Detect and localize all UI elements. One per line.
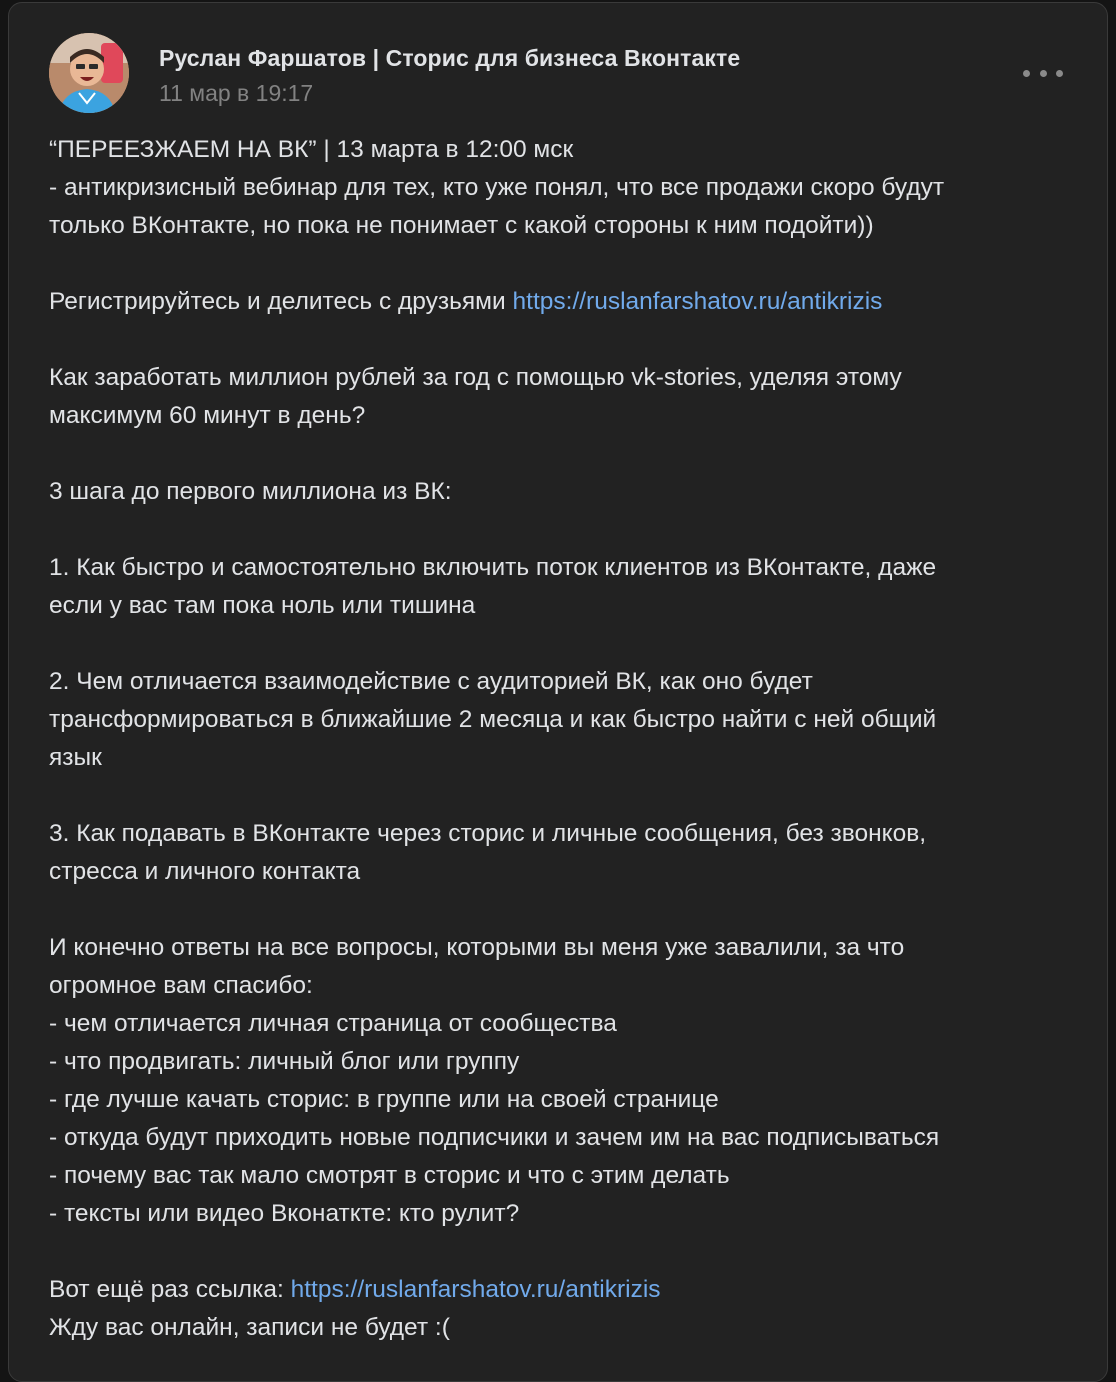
bullet-item: - чем отличается личная страница от сообщества: [49, 1010, 617, 1037]
post-intro-line: - антикризисный вебинар для тех, кто уже понял, что все продажи скоро будут: [49, 174, 945, 201]
author-name[interactable]: Руслан Фаршатов | Сторис для бизнеса Вконтакте: [159, 45, 741, 71]
closing-line: Жду вас онлайн, записи не будет :(: [49, 1314, 450, 1341]
question-line: Как заработать миллион рублей за год с помощью vk-stories, уделяя этому: [49, 364, 902, 391]
answers-line: огромное вам спасибо:: [49, 972, 313, 999]
step-2-line: язык: [49, 744, 102, 771]
register-line: [49, 283, 1089, 321]
more-dot: [1023, 70, 1030, 77]
post-date[interactable]: 11 мар в 19:17: [159, 80, 314, 106]
question-line: максимум 60 минут в день?: [49, 402, 366, 429]
avatar[interactable]: [49, 33, 129, 113]
register-text: Регистрируйтесь и делитесь с друзьями: [49, 288, 513, 315]
bullet-item: - тексты или видео Вконаткте: кто рулит?: [49, 1200, 520, 1227]
bullet-item: - почему вас так мало смотрят в сторис и что с этим делать: [49, 1162, 730, 1189]
steps-heading: 3 шага до первого миллиона из ВК:: [49, 478, 452, 505]
avatar-image: [49, 33, 129, 113]
bullet-item: - где лучше качать сторис: в группе или на своей странице: [49, 1086, 719, 1113]
post-card: [8, 2, 1108, 1382]
step-1-line: если у вас там пока ноль или тишина: [49, 592, 476, 619]
bullet-item: - откуда будут приходить новые подписчики и зачем им на вас подписываться: [49, 1124, 940, 1151]
again-line: [49, 1271, 1089, 1309]
bullet-item: - что продвигать: личный блог или группу: [49, 1048, 520, 1075]
post-text: [49, 131, 1089, 1347]
post-header: [9, 3, 1107, 123]
more-dot: [1056, 70, 1063, 77]
step-2-line: трансформироваться в ближайшие 2 месяца и как быстро найти с ней общий: [49, 706, 937, 733]
step-3-line: 3. Как подавать в ВКонтакте через сторис и личные сообщения, без звонков,: [49, 820, 927, 847]
more-dot: [1040, 70, 1047, 77]
register-link[interactable]: https://ruslanfarshatov.ru/antikrizis: [512, 288, 883, 315]
post-title-line: “ПЕРЕЕЗЖАЕМ НА ВК” | 13 марта в 12:00 мск: [49, 136, 574, 163]
post-intro-line: только ВКонтакте, но пока не понимает с какой стороны к ним подойти)): [49, 212, 874, 239]
answers-line: И конечно ответы на все вопросы, которыми вы меня уже завалили, за что: [49, 934, 905, 961]
step-3-line: стресса и личного контакта: [49, 858, 361, 885]
again-link[interactable]: https://ruslanfarshatov.ru/antikrizis: [290, 1276, 661, 1303]
step-2-line: 2. Чем отличается взаимодействие с аудиторией ВК, как оно будет: [49, 668, 813, 695]
step-1-line: 1. Как быстро и самостоятельно включить поток клиентов из ВКонтакте, даже: [49, 554, 937, 581]
again-text: Вот ещё раз ссылка:: [49, 1276, 291, 1303]
more-icon[interactable]: [1023, 61, 1063, 85]
